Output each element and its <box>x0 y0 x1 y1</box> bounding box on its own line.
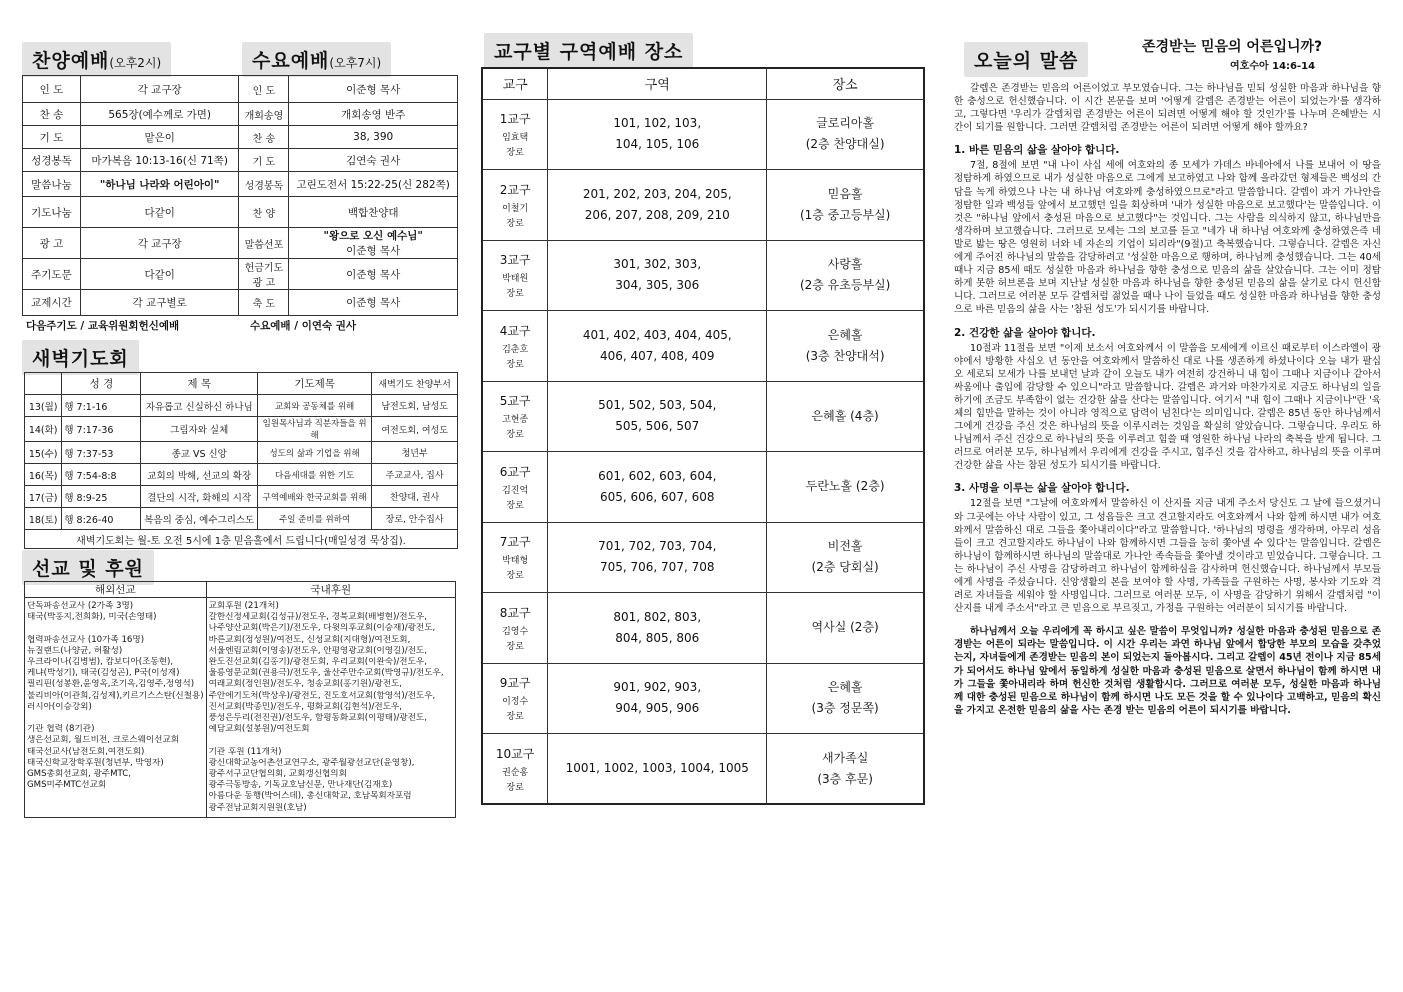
dawn-day: 17(금) <box>25 486 62 508</box>
district-row <box>482 734 924 805</box>
district-name-cell <box>482 170 548 241</box>
point-3-text: 12절을 보면 "그날에 여호와께서 말씀하신 이 산지를 지금 내게 주소서 당신도 그 날에 들으셨거니와 그곳에는 아낙 사람이 있고, 그 성읍들은 크고 견고할지라도 여호와께서 나와 함께 하시면 내가 여호와께서 말씀하신 대로 그들을 쫓아내리이다"라고 말씀합니다. '하나님의 명령을 생각하며, 아무리 성읍들이 크고 견고할지라도 하나님이 나와 함께하시면 그들을 능히 쫓아낼 수 있다'는 말씀입니다. 갈렙은 하나님이 함께하시면 하나님의 말씀대로 가나안 족속들을 쫓아낼 것이라고 믿었습니다. 그렇습니다. 그는 하나님이 주신 사명을 감당하려고 하나님이 함께하심을 감사하며 헌신했습니다. 하나님께서 부모들에게 사명을 주셨습니다. 신앙생활의 본을 보여야 할 사명, 가족들을 구원하는 사명, 봉사와 기도와 격려로 자녀들을 세워야 할 사명입니다. 그러므로 여러분 모두, 이 사명을 감당하기 위해서 갈렙처럼 "이 산지를 내게 주소서"라고 큰 믿음으로 부르짖고, 가정을 구원하는 여러분이 되시기를 바랍니다. <box>954 498 1381 615</box>
dawn-dept: 주교교사, 집사 <box>372 464 458 486</box>
district-place-cell <box>767 240 924 311</box>
sermon-body <box>954 82 1381 717</box>
dawn-scripture: 행 7:54-8:8 <box>62 464 141 486</box>
district-place-detail: (2층 당회실) <box>811 560 879 575</box>
district-areas-cell <box>548 593 767 664</box>
district-leader: 박태형 <box>502 556 529 567</box>
sunday-item-label: 교제시간 <box>23 290 81 316</box>
mission-line <box>209 735 453 746</box>
district-table <box>481 67 925 805</box>
sunday-item-value: 맡은이 <box>80 126 239 149</box>
district-leader: 권순홍 <box>502 767 529 778</box>
district-areas-line: 301, 302, 303, <box>613 257 702 272</box>
dawn-prayer-topic: 성도의 삶과 기업을 위해 <box>257 442 371 464</box>
district-place-detail: (3층 후문) <box>817 771 873 786</box>
mission-line: 광주서구교단협의회, 교회갱신협의회 <box>208 769 347 780</box>
dawn-day: 15(수) <box>25 442 62 464</box>
district-leader: 이철기 <box>502 203 529 214</box>
mission-line: 우크라이나(김병범), 캄보디아(조동현), <box>27 657 174 667</box>
mission-line: 불리비아(이관희,김성제),키르기스스탄(신철용) <box>27 690 204 701</box>
district-place-cell <box>767 734 924 805</box>
district-leader: 고현종 <box>502 415 529 426</box>
district-place: 은혜홀 <box>827 680 863 695</box>
district-title: 교구별 구역예배 장소 <box>484 33 693 68</box>
mission-line: 주안에기도처(박상우)/광전도, 진도호서교회(함영석)/전도우, <box>208 690 436 701</box>
worship-row <box>23 259 458 290</box>
district-row <box>482 170 924 241</box>
district-place: 은혜홀 (4층) <box>811 408 879 423</box>
point-3-heading: 3. 사명을 이루는 삶을 살아야 합니다. <box>954 482 1130 495</box>
wednesday-item-label: 개회송영 <box>239 103 289 126</box>
dawn-dept: 찬양대, 권사 <box>372 486 458 508</box>
district-areas-line: 801, 802, 803, <box>613 609 702 624</box>
wednesday-item-label-line: 헌금기도 <box>244 263 284 274</box>
dawn-sermon-title: 종교 VS 신앙 <box>141 442 257 464</box>
wednesday-item-label: 기 도 <box>239 149 289 172</box>
district-areas-line: 904, 905, 906 <box>615 701 700 716</box>
district-place: 글로리아홀 <box>816 116 875 131</box>
district-name: 6교구 <box>499 464 531 479</box>
dawn-header-dept: 새벽기도 찬양부서 <box>372 373 458 395</box>
worship-row <box>23 228 458 259</box>
dawn-prayer-topic: 교회와 공동체를 위해 <box>257 395 371 417</box>
wednesday-item-value: 이준형 목사 <box>289 259 458 290</box>
district-row <box>482 593 924 664</box>
district-place-detail: (2층 유초등부실) <box>799 278 891 293</box>
wednesday-item-value: 백합찬양대 <box>289 197 458 228</box>
district-leader: 김춘호 <box>502 344 529 355</box>
district-leader-role: 장로 <box>506 148 524 159</box>
mission-line: 기관 협력 (8기관) <box>27 724 95 735</box>
mission-line: 태국(박홍지,전희화), 미국(손영태) <box>27 612 157 623</box>
dawn-prayer-topic: 다음세대를 위한 기도 <box>257 464 371 486</box>
sunday-item-label: 말씀나눔 <box>23 172 81 197</box>
mission-line: 케냐(박성기), 태국(김성곤), P국(이성재) <box>27 668 180 679</box>
point-2-heading: 2. 건강한 삶을 살아야 합니다. <box>954 326 1096 339</box>
dawn-day: 18(토) <box>25 508 62 530</box>
wednesday-item-value-line: "왕으로 오신 예수님" <box>323 230 423 242</box>
district-name-cell <box>482 381 548 452</box>
wednesday-item-label: 성경봉독 <box>239 172 289 197</box>
district-place-detail: (3층 정문쪽) <box>811 701 879 716</box>
district-areas-line: 101, 102, 103, <box>613 116 702 131</box>
sermon-title: 존경받는 믿음의 어른입니까? <box>1142 39 1323 55</box>
mission-line: 나주양산교회(박은기)/전도우, 다윗의후교회(이승재)/광전도, <box>208 623 436 634</box>
district-name: 3교구 <box>499 253 531 268</box>
mission-line: 여래교회(정인원)/전도우, 청송교회(홍기원)/광전도, <box>208 679 403 690</box>
district-name-cell <box>482 452 548 523</box>
dawn-sermon-title: 그림자와 실체 <box>141 417 257 442</box>
dawn-header-title: 제 목 <box>141 373 257 395</box>
district-areas-line: 601, 602, 603, 604, <box>598 468 717 483</box>
sunday-item-value: 각 교구장 <box>80 76 239 103</box>
mission-line: 태국신학교장학후원(청년부, 박영자) <box>27 757 164 768</box>
mission-line <box>27 623 204 634</box>
district-name-cell <box>482 240 548 311</box>
mission-line: 필리핀(성봉환,윤영옥,조기옥,김영주,정영석) <box>27 679 195 690</box>
dawn-prayer-title: 새벽기도회 <box>22 340 139 375</box>
district-areas-cell <box>548 381 767 452</box>
district-place-cell <box>767 381 924 452</box>
district-leader-role: 장로 <box>506 500 524 511</box>
district-areas-line: 1001, 1002, 1003, 1004, 1005 <box>565 761 749 775</box>
district-areas-line: 605, 606, 607, 608 <box>599 489 715 504</box>
mission-line: 단독파송선교사 (2가족 3명) <box>27 601 134 611</box>
district-areas-line: 701, 702, 703, 704, <box>598 539 717 554</box>
sermon-tag: 오늘의 말씀 <box>964 42 1088 77</box>
district-areas-cell <box>548 311 767 382</box>
district-place-cell <box>767 311 924 382</box>
sunday-item-value: 565장(예수께로 가면) <box>80 103 239 126</box>
worship-header <box>22 42 458 72</box>
district-leader-role: 장로 <box>506 782 524 793</box>
district-areas-line: 304, 305, 306 <box>615 278 700 293</box>
mission-line: 교회후원 (21개처) <box>208 601 279 611</box>
dawn-header-day <box>25 373 62 395</box>
worship-row <box>23 126 458 149</box>
mission-header-overseas: 해외선교 <box>25 582 207 598</box>
sunday-item-value: "하나님 나라와 어린아이" <box>80 172 239 197</box>
district-leader-role: 장로 <box>506 359 524 370</box>
district-areas-cell <box>548 170 767 241</box>
district-areas-cell <box>548 240 767 311</box>
dawn-prayer-topic: 임원목사님과 직분자들을 위해 <box>257 417 371 442</box>
district-name-cell <box>482 99 548 170</box>
district-leader-role: 장로 <box>506 218 524 229</box>
next-week-wed: 수요예배 / 이연숙 권사 <box>250 320 357 332</box>
dawn-scripture: 행 7:17-36 <box>62 417 141 442</box>
mission-line: 완도진선교회(김홍기)/광전도회, 우리교회(이완숙)/전도우, <box>208 657 427 668</box>
district-place: 역사실 (2층) <box>811 620 879 635</box>
sunday-item-label: 찬 송 <box>23 103 81 126</box>
dawn-prayer-topic: 구역예배와 한국교회를 위해 <box>257 486 371 508</box>
overseas-mission-list <box>25 598 207 818</box>
sunday-item-label: 기 도 <box>23 126 81 149</box>
domestic-support-list <box>206 598 455 818</box>
district-leader-role: 장로 <box>506 712 524 723</box>
district-leader: 임효택 <box>502 133 529 144</box>
sunday-item-value: 각 교구장 <box>80 228 239 259</box>
district-row <box>482 381 924 452</box>
sunday-item-label: 기도나눔 <box>23 197 81 228</box>
mission-line: 풍성은두리(전진권)/전도우, 함평동화교회(이평태)/광전도, <box>208 713 427 724</box>
point-2-text: 10절과 11절을 보면 "이제 보소서 여호와께서 이 말씀을 모세에게 이르신 때로부터 이스라엘이 광야에서 방황한 사십오 년 동안을 여호와께서 말씀하신 대로 나를 생존하게 하셨나이다 오늘 내가 팔십오 세로되 모세가 나를 보내던 날과 같이 오늘도 내가 여전히 강건하니 내 힘이 그때나 지금이나 같아서 싸움에나 출입에 감당할 수 있으니"라고 말씀합니다. 갈렙은 과거와 마찬가지로 지금도 하나님의 일을 하기에 조금도 부족함이 없는 건강한 삶을 산다는 말씀입니다. 여기서 "내 힘이 그때나 지금이나"란 '육체의 힘만을 말하는 것이 아니라 영적으로 담력이 넘친다'는 의미입니다. 갈렙은 85년 동안 하나님께서 그에게 건강을 주신 것은 하나님의 뜻을 이루시려는 것임을 확실히 알았습니다. 그렇습니다. 우리도 하나님께서 주신 건강으로 하나님의 뜻을 이루려고 힘쓸 때 영원한 하나님 나라의 축복을 받게 됩니다. 그러므로 여러분 모두, 하나님께서 우리에게 건강을 주시고, 힘주신 것을 감사하고, 하나님의 뜻을 이루며 건강한 삶을 사는 참된 성도가 되시기를 바랍니다. <box>954 342 1381 472</box>
district-name: 9교구 <box>499 676 531 691</box>
district-place-cell <box>767 522 924 593</box>
dawn-scripture: 행 8:9-25 <box>62 486 141 508</box>
dawn-sermon-title: 복음의 중심, 예수그리스도 <box>141 508 257 530</box>
district-name: 7교구 <box>499 535 531 550</box>
wednesday-item-label: 인 도 <box>239 76 289 103</box>
district-areas-cell <box>548 99 767 170</box>
district-row <box>482 663 924 734</box>
dawn-dept: 청년부 <box>372 442 458 464</box>
mission-line <box>27 713 204 724</box>
wednesday-item-label: 찬 양 <box>239 197 289 228</box>
mission-line: 울릉영문교회(권용극)/전도우, 울산주만수교회(박영규)/전도우, <box>208 668 444 679</box>
district-leader: 김영수 <box>502 626 529 637</box>
district-areas-line: 501, 502, 503, 504, <box>598 398 717 413</box>
next-week-line <box>26 318 458 333</box>
district-areas-line: 505, 506, 507 <box>615 419 700 434</box>
dawn-scripture: 행 8:26-40 <box>62 508 141 530</box>
sunday-item-label: 광 고 <box>23 228 81 259</box>
sunday-item-label: 성경봉독 <box>23 149 81 172</box>
dawn-header-prayer: 기도제목 <box>257 373 371 395</box>
district-place-detail: (3층 찬양대석) <box>805 348 885 363</box>
mission-line: 서울엔림교회(이영송)/전도우, 안평영광교회(이영길)/전도, <box>208 645 427 656</box>
district-areas-line: 206, 207, 208, 209, 210 <box>584 207 730 222</box>
wednesday-item-label: 찬 송 <box>239 126 289 149</box>
district-name-cell <box>482 522 548 593</box>
dawn-sermon-title: 자유롭고 신실하신 하나님 <box>141 395 257 417</box>
district-name-cell <box>482 311 548 382</box>
district-areas-cell <box>548 452 767 523</box>
district-areas-line: 804, 805, 806 <box>615 630 700 645</box>
sermon-intro: 갈렙은 존경받는 믿음의 어른이었고 부모였습니다. 그는 하나님을 믿되 성실한 마음과 하나님을 향한 충성으로 헌신했습니다. 이 시간 본문을 보며 '어떻게 갈렙은 존경받는 어른이 되었는가'를 생각하고, 그렇다면 '우리가 갈렙처럼 존경받는 어른이 되려면 어떻게 해야 할 것인가'를 나누며 은혜받는 시간이 되기를 원합니다. 그러면 갈렙처럼 존경받는 어른이 되려면 어떻게 해야 할까요? <box>954 83 1381 134</box>
district-place-cell <box>767 452 924 523</box>
dawn-header-ref: 성 경 <box>62 373 141 395</box>
district-areas-cell <box>548 522 767 593</box>
mission-title: 선교 및 후원 <box>22 550 154 585</box>
district-place: 사랑홀 <box>827 257 863 272</box>
district-place-cell <box>767 663 924 734</box>
district-name-cell <box>482 663 548 734</box>
dawn-day: 14(화) <box>25 417 62 442</box>
district-areas-line: 201, 202, 203, 204, 205, <box>582 186 732 201</box>
district-place-cell <box>767 170 924 241</box>
point-1-heading: 1. 바른 믿음의 삶을 살아야 합니다. <box>954 144 1120 157</box>
district-name: 4교구 <box>499 323 531 338</box>
district-areas-line: 104, 105, 106 <box>615 137 700 152</box>
district-leader-role: 장로 <box>506 289 524 300</box>
wednesday-item-value-line: 이준형 목사 <box>346 245 401 257</box>
district-name-cell <box>482 593 548 664</box>
mission-line: 태국선교사(남전도회,여전도회) <box>27 746 145 757</box>
dawn-row <box>25 417 458 442</box>
dawn-sermon-title: 교회의 박해, 선교의 확장 <box>141 464 257 486</box>
next-week-prayer: 다음주기도 / 교육위원회헌신예배 <box>26 320 180 332</box>
dawn-dept: 장로, 안수집사 <box>372 508 458 530</box>
sunday-item-label: 주기도문 <box>23 259 81 290</box>
wednesday-item-value: 이준형 목사 <box>289 76 458 103</box>
district-place: 두란노홀 (2층) <box>805 479 885 494</box>
mission-line: 기관 후원 (11개처) <box>208 746 282 757</box>
district-place: 믿음홀 <box>827 186 863 201</box>
district-header-areas: 구역 <box>548 68 767 99</box>
district-row <box>482 452 924 523</box>
district-row <box>482 240 924 311</box>
district-header-name: 교구 <box>482 68 548 99</box>
sunday-worship-title: 찬양예배(오후2시) <box>22 42 171 77</box>
mission-line: 러시아(이승강외) <box>27 701 92 712</box>
district-place-detail: (2층 찬양대실) <box>805 137 885 152</box>
dawn-day: 16(목) <box>25 464 62 486</box>
mission-header-domestic: 국내후원 <box>206 582 455 598</box>
district-header-place: 장소 <box>767 68 924 99</box>
district-areas-line: 401, 402, 403, 404, 405, <box>582 327 732 342</box>
wednesday-item-value: 개회송영 반주 <box>289 103 458 126</box>
worship-row <box>23 103 458 126</box>
mission-line: 생은선교회, 월드비전, 크로스웨이선교회 <box>27 735 180 746</box>
worship-order-table <box>22 75 458 316</box>
mission-line: 진서교회(박종민)/전도우, 평화교회(김현석)/전도우, <box>208 701 403 712</box>
worship-row <box>23 290 458 316</box>
mission-line: 광주극동방송, 기독교호남신문, 만나재단(김재호) <box>208 780 393 791</box>
district-name: 5교구 <box>499 394 531 409</box>
dawn-prayer-table <box>24 372 458 549</box>
district-areas-cell <box>548 734 767 805</box>
dawn-dept: 여전도회, 여성도 <box>372 417 458 442</box>
mission-line: 아름다운 동행(박어스데), 총신대학교, 호남목회자포럼 <box>208 791 412 802</box>
sunday-item-label: 인 도 <box>23 76 81 103</box>
point-1-text: 7절, 8절에 보면 "내 나이 사십 세에 여호와의 종 모세가 가데스 바네아에서 나를 보내어 이 땅을 정탐하게 하였으므로 내가 성실한 마음으로 그에게 보고하였고 나와 함께 올라갔던 형제들은 백성의 간담을 녹게 하였으나 나는 내 하나님 여호와께 충성하였으므로"라고 말씀합니다. 갈렙이 과거 가나안을 정탐한 일과 백성들 앞에서 보고했던 일을 회상하며 '내가 성실한 마음으로 보고했다'는 말씀입니다. 이것은 "하나님 앞에서 충성된 마음으로 보고했다"는 것입니다. 그는 사람을 의식하지 않고, 하나님만을 생각하며 보고했습니다. 그러므로 모세는 그의 보고를 듣고 "네가 내 하나님 여호와께 충성하였은즉 네 발로 밟는 땅은 영원히 너와 네 자손의 기업이 되리라"(9절)고 축복했습니다. 그렇습니다. 갈렙은 자신에게 주어진 하나님의 말씀을 감당하려고 '성실한 마음으로 행하며, 하나님께 충성했습니다. 그는 40세 때나 지금 85세 때도 성실한 마음과 하나님을 향한 충성으로 믿음의 삶을 살았습니다. 그는 이미 정탐하게 못한 허브론을 보며 지난날 성실한 마음과 하나님을 향한 충성된 믿음의 삶을 살기로 다시 헌신합니다. 그러므로 여러분 모두 갈렙처럼 젊었을 때나 나이 들었을 때도 성실한 마음과 하나님을 향한 충성으로 바른 믿음의 삶을 사는 '참된 성도'가 되시기를 바랍니다. <box>954 160 1381 316</box>
wednesday-item-value: 김연숙 권사 <box>289 149 458 172</box>
mission-line: 바른교회(정성원)/여전도, 신성교회(지대형)/여전도회, <box>208 634 411 645</box>
district-areas-cell <box>548 663 767 734</box>
mission-line: 뉴질랜드(나양균, 허활성) <box>27 645 123 656</box>
dawn-row <box>25 395 458 417</box>
worship-row <box>23 172 458 197</box>
district-name: 2교구 <box>499 182 531 197</box>
wednesday-item-value: 고린도전서 15:22-25(신 282쪽) <box>289 172 458 197</box>
worship-row <box>23 197 458 228</box>
district-place: 비전홀 <box>827 539 863 554</box>
district-name: 1교구 <box>499 112 531 127</box>
wednesday-item-value <box>289 228 458 259</box>
dawn-row <box>25 442 458 464</box>
dawn-row <box>25 508 458 530</box>
dawn-note: 새벽기도회는 월-토 오전 5시에 1층 믿음홀에서 드립니다(매일성경 묵상집). <box>25 530 458 549</box>
sermon-conclusion: 하나님께서 오늘 우리에게 꼭 하시고 싶은 말씀이 무엇입니까? 성실한 마음과 충성된 믿음으로 존경받는 어른이 되라는 말씀입니다. 이 시간 우리는 과연 하나님 앞에서 합당한 부모의 모습을 갖추었는지, 자녀들에게 존경받는 믿음의 본이 되었는지 돌아봅시다. 그리고 갈렙이 45년 전이나 지금 85세가 되어서도 하나님 앞에서 동일하게 성실한 마음과 충성된 믿음으로 살면서 하나님이 함께 하시면 내가 그들을 쫓아내리라 하며 헌신한 것처럼 생활합시다. 그러므로 여러분 모두, 성실한 마음과 하나님께 대한 충성된 믿음으로 하나님이 함께 하시면 나도 모든 것을 할 수 있나이다 고백하고, 믿음의 확신을 가지고 온전한 믿음의 삶을 사는 존경 받는 믿음의 어른이 되시기를 바랍니다. <box>954 626 1381 716</box>
mission-line: 갈한신정세교회(김성규)/전도우, 경북교회(배병현)/전도우, <box>208 612 427 623</box>
district-place-cell <box>767 593 924 664</box>
wednesday-worship-title: 수요예배(오후7시) <box>242 42 391 77</box>
sermon-reference: 여호수아 14:6-14 <box>1230 61 1316 72</box>
dawn-day: 13(월) <box>25 395 62 417</box>
mission-line: 예담교회(설봉원)/여전도회 <box>208 724 310 735</box>
dawn-row <box>25 464 458 486</box>
mission-line: 광주전남교회지원원(호남) <box>208 802 307 813</box>
district-leader-role: 장로 <box>506 571 524 582</box>
district-leader: 박태원 <box>502 274 529 285</box>
wednesday-item-label <box>239 259 289 290</box>
district-leader: 이정수 <box>502 697 529 708</box>
district-name: 8교구 <box>499 605 531 620</box>
district-row <box>482 99 924 170</box>
worship-row <box>23 149 458 172</box>
mission-line: GMS총회선교회, 광주MTC, <box>27 769 131 780</box>
dawn-scripture: 행 7:1-16 <box>62 395 141 417</box>
district-place: 은혜홀 <box>827 327 863 342</box>
district-leader-role: 장로 <box>506 641 524 652</box>
district-areas-line: 406, 407, 408, 409 <box>599 348 715 363</box>
district-leader: 김진억 <box>502 485 529 496</box>
district-place-detail: (1층 중고등부실) <box>799 207 891 222</box>
dawn-prayer-topic: 주일 준비를 위하여 <box>257 508 371 530</box>
wednesday-item-label: 말씀선포 <box>239 228 289 259</box>
dawn-dept: 남전도회, 남성도 <box>372 395 458 417</box>
district-areas-line: 705, 706, 707, 708 <box>599 560 715 575</box>
district-row <box>482 311 924 382</box>
dawn-scripture: 행 7:37-53 <box>62 442 141 464</box>
district-place: 새가족실 <box>821 750 869 765</box>
sunday-item-value: 각 교구별로 <box>80 290 239 316</box>
mission-line: 광신대학교농어촌선교연구소, 광주월광선교단(윤영창), <box>208 757 415 768</box>
sunday-item-value: 마가복음 10:13-16(신 71쪽) <box>80 149 239 172</box>
wednesday-item-label-line: 광 고 <box>252 278 276 289</box>
district-place-cell <box>767 99 924 170</box>
sunday-item-value: 다같이 <box>80 197 239 228</box>
dawn-sermon-title: 결단의 시작, 화해의 시작 <box>141 486 257 508</box>
wednesday-item-value: 이준형 목사 <box>289 290 458 316</box>
district-name-cell <box>482 734 548 805</box>
district-leader-role: 장로 <box>506 430 524 441</box>
sunday-item-value: 다같이 <box>80 259 239 290</box>
mission-table <box>24 581 456 818</box>
district-areas-line: 901, 902, 903, <box>613 680 702 695</box>
dawn-row <box>25 486 458 508</box>
wednesday-item-label: 축 도 <box>239 290 289 316</box>
district-row <box>482 522 924 593</box>
worship-row <box>23 76 458 103</box>
mission-line: 협력파송선교사 (10가족 16명) <box>27 634 145 645</box>
wednesday-item-value: 38, 390 <box>289 126 458 149</box>
district-name: 10교구 <box>495 746 535 761</box>
mission-line: GMS미주MTC선교회 <box>27 780 107 791</box>
